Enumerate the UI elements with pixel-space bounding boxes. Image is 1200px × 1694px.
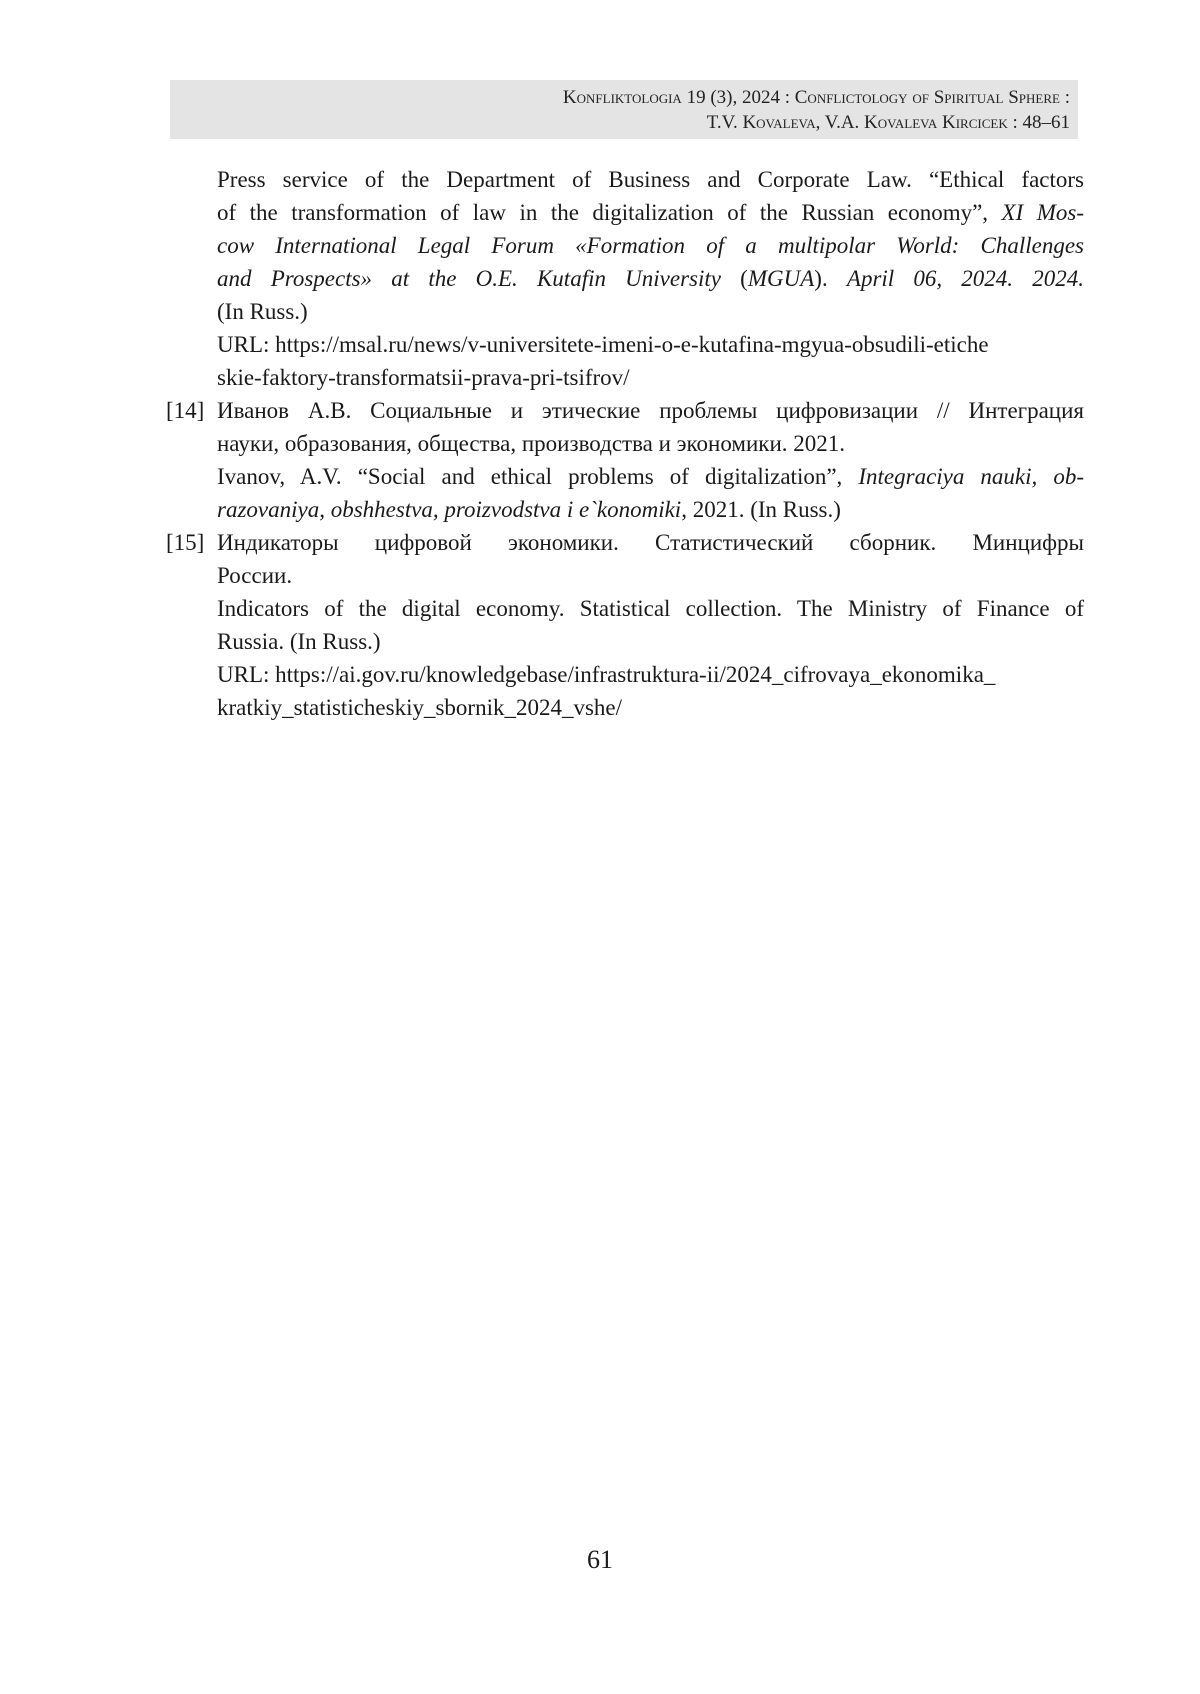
- reference-body: [217, 163, 1084, 394]
- reference-number: [14]: [166, 398, 205, 423]
- ref-line: (In Russ.): [217, 299, 308, 324]
- ref-date: April 06, 2024. 2024.: [846, 266, 1084, 291]
- ref-line: [217, 229, 1084, 262]
- running-header: [170, 80, 1078, 139]
- ref-url-link[interactable]: URL: https://msal.ru/news/v-universitete-imeni-o-e-kutafina-mgyua-obsudili-etiche: [217, 332, 989, 357]
- ref-line: [217, 493, 1084, 526]
- page-number: 61: [587, 1545, 613, 1574]
- ref-line: науки, образования, общества, производства и экономики. 2021.: [217, 431, 845, 456]
- ref-url-link[interactable]: skie-faktory-transformatsii-prava-pri-tsifrov/: [217, 365, 630, 390]
- reference-number: [15]: [166, 530, 205, 555]
- ref-line: России.: [217, 563, 293, 588]
- ref-source-title: MGUA: [747, 266, 815, 291]
- ref-line: Индикаторы цифровой экономики. Статистический сборник. Минцифры: [217, 530, 1084, 555]
- ref-source-title: razovaniya, obshhestva, proizvodstva i e`konomiki: [217, 497, 682, 522]
- reference-body: [217, 526, 1084, 724]
- ref-line: [217, 460, 1084, 493]
- ref-source-title: Integraciya nauki, ob-: [858, 464, 1084, 489]
- ref-source-title: XI Mos-: [1001, 200, 1084, 225]
- reference-list: [166, 163, 1084, 724]
- ref-source-title: and Prospects» at the O.E. Kutafin University: [217, 266, 721, 291]
- ref-line: [217, 262, 1084, 295]
- ref-url-link[interactable]: kratkiy_statisticheskiy_sbornik_2024_vshe/: [217, 695, 623, 720]
- ref-line: [217, 196, 1084, 229]
- ref-line: Press service of the Department of Business and Corporate Law. “Ethical factors: [217, 167, 1084, 192]
- ref-text: , 2021. (In Russ.): [681, 497, 841, 522]
- ref-source-title: cow International Legal Forum «Formation of a multipolar World: Challenges: [217, 233, 1084, 258]
- reference-14: [166, 394, 1084, 526]
- reference-13-continued: [166, 163, 1084, 394]
- ref-text: of the transformation of law in the digitalization of the Russian economy”,: [217, 200, 1002, 225]
- ref-url-link[interactable]: URL: https://ai.gov.ru/knowledgebase/infrastruktura-ii/2024_cifrovaya_ekonomika_: [217, 662, 996, 687]
- ref-text: Ivanov, A.V. “Social and ethical problems of digitalization”,: [217, 464, 859, 489]
- ref-text: (: [720, 266, 748, 291]
- ref-line: Russia. (In Russ.): [217, 629, 381, 654]
- reference-body: [217, 394, 1084, 526]
- ref-line: Indicators of the digital economy. Statistical collection. The Ministry of Finance of: [217, 596, 1084, 621]
- reference-15: [166, 526, 1084, 724]
- running-header-journal: Konfliktologia 19 (3), 2024 : Conflictology of Spiritual Sphere :: [562, 87, 1070, 108]
- running-header-authors: T.V. Kovaleva, V.A. Kovaleva Kircicek : 48–61: [706, 112, 1070, 133]
- ref-line: Иванов А.В. Социальные и этические проблемы цифровизации // Интеграция: [217, 398, 1084, 423]
- ref-text: ).: [814, 266, 847, 291]
